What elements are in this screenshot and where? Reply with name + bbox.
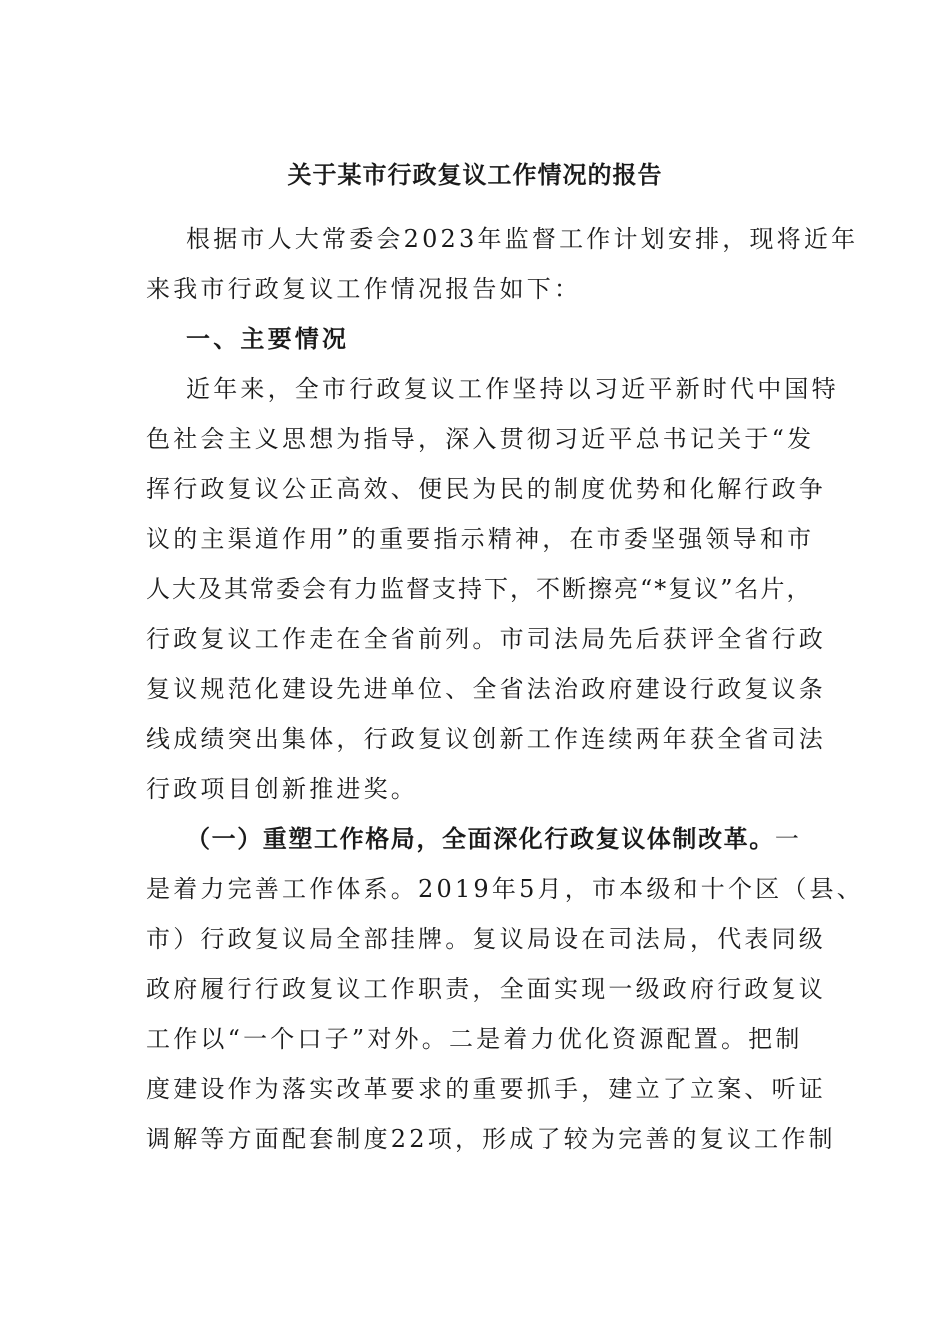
para2-line-7: 调解等方面配套制度22项，形成了较为完善的复议工作制 xyxy=(146,1125,836,1153)
para1-line-5: 人大及其常委会有力监督支持下，不断擦亮“*复议”名片， xyxy=(146,575,813,603)
para2-line-4: 政府履行行政复议工作职责，全面实现一级政府行政复议 xyxy=(146,975,826,1003)
para1-line-9: 行政项目创新推进奖。 xyxy=(146,775,418,803)
para1-line-2: 色社会主义思想为指导，深入贯彻习近平总书记关于“发 xyxy=(146,425,815,453)
para1-line-1: 近年来，全市行政复议工作坚持以习近平新时代中国特 xyxy=(186,375,839,403)
section-heading: 一、主要情况 xyxy=(186,325,350,353)
para2-line-6: 度建设作为落实改革要求的重要抓手，建立了立案、听证 xyxy=(146,1075,826,1103)
para1-line-4: 议的主渠道作用”的重要指示精神，在市委坚强领导和市 xyxy=(146,525,815,553)
para1-line-6: 行政复议工作走在全省前列。市司法局先后获评全省行政 xyxy=(146,625,826,653)
para2-line-3: 市）行政复议局全部挂牌。复议局设在司法局，代表同级 xyxy=(146,925,826,953)
para1-line-8: 线成绩突出集体，行政复议创新工作连续两年获全省司法 xyxy=(146,725,826,753)
para2-line-2: 是着力完善工作体系。2019年5月，市本级和十个区（县、 xyxy=(146,875,864,903)
intro-line-2: 来我市行政复议工作情况报告如下： xyxy=(146,275,582,303)
para2-first-tail: 一 xyxy=(774,825,801,853)
para2-line-5: 工作以“一个口子”对外。二是着力优化资源配置。把制 xyxy=(146,1025,803,1053)
document-title: 关于某市行政复议工作情况的报告 xyxy=(287,161,663,189)
para2-bold-heading: （一）重塑工作格局，全面深化行政复议体制改革。 xyxy=(186,825,775,853)
intro-line-1: 根据市人大常委会2023年监督工作计划安排，现将近年 xyxy=(186,225,859,253)
para1-line-3: 挥行政复议公正高效、便民为民的制度优势和化解行政争 xyxy=(146,475,826,503)
para1-line-7: 复议规范化建设先进单位、全省法治政府建设行政复议条 xyxy=(146,675,826,703)
para2-line-1 xyxy=(186,822,806,856)
